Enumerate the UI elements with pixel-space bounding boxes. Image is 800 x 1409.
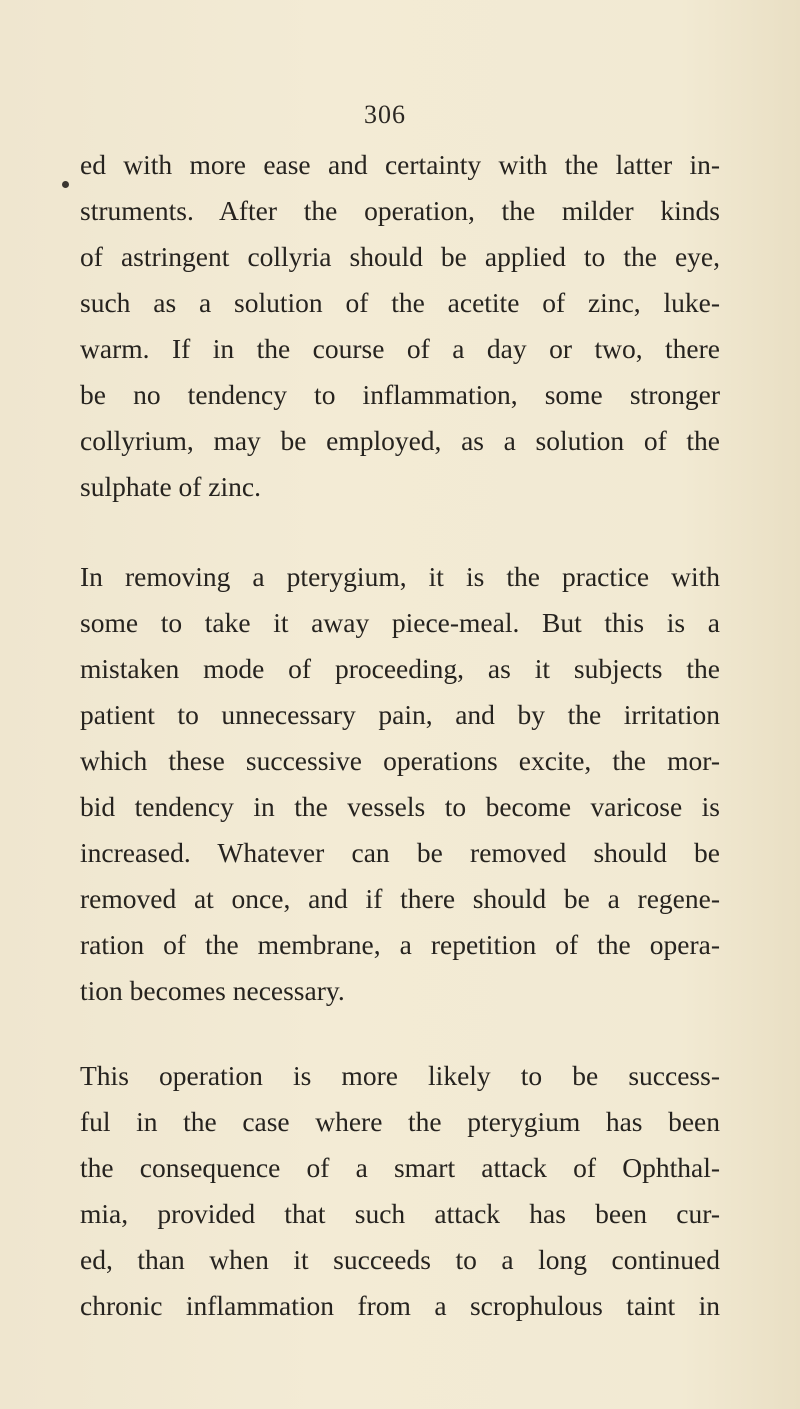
paragraph-1 [80, 142, 720, 510]
text-line: ed with more ease and certainty with the latter in- [80, 149, 720, 180]
text-line: increased. Whatever can be removed should be [80, 837, 720, 868]
text-line: bid tendency in the vessels to become varicose is [80, 791, 720, 822]
text-line: ed, than when it succeeds to a long continued [80, 1244, 720, 1275]
ink-speck [62, 181, 69, 188]
text-line: patient to unnecessary pain, and by the irritation [80, 699, 720, 730]
text-line: tion becomes necessary. [80, 975, 345, 1006]
text-line: ration of the membrane, a repetition of the opera- [80, 929, 720, 960]
text-line: which these successive operations excite, the mor- [80, 745, 720, 776]
paragraph-2 [80, 554, 720, 1014]
text-line: some to take it away piece-meal. But this is a [80, 607, 720, 638]
text-line: This operation is more likely to be success- [80, 1060, 720, 1091]
text-line: chronic inflammation from a scrophulous taint in [80, 1290, 720, 1321]
text-line: struments. After the operation, the milder kinds [80, 195, 720, 226]
text-line: warm. If in the course of a day or two, there [80, 333, 720, 364]
text-line: mia, provided that such attack has been cur- [80, 1198, 720, 1229]
text-line: mistaken mode of proceeding, as it subjects the [80, 653, 720, 684]
text-line: sulphate of zinc. [80, 471, 261, 502]
text-line: of astringent collyria should be applied to the eye, [80, 241, 720, 272]
text-line: the consequence of a smart attack of Ophthal- [80, 1152, 720, 1183]
paragraph-3 [80, 1053, 720, 1329]
text-line: be no tendency to inflammation, some stronger [80, 379, 720, 410]
text-line: collyrium, may be employed, as a solution of the [80, 425, 720, 456]
text-line: such as a solution of the acetite of zinc, luke- [80, 287, 720, 318]
text-line: removed at once, and if there should be a regene- [80, 883, 720, 914]
text-line: In removing a pterygium, it is the practice with [80, 561, 720, 592]
page-number: 306 [364, 100, 406, 129]
text-line: ful in the case where the pterygium has been [80, 1106, 720, 1137]
